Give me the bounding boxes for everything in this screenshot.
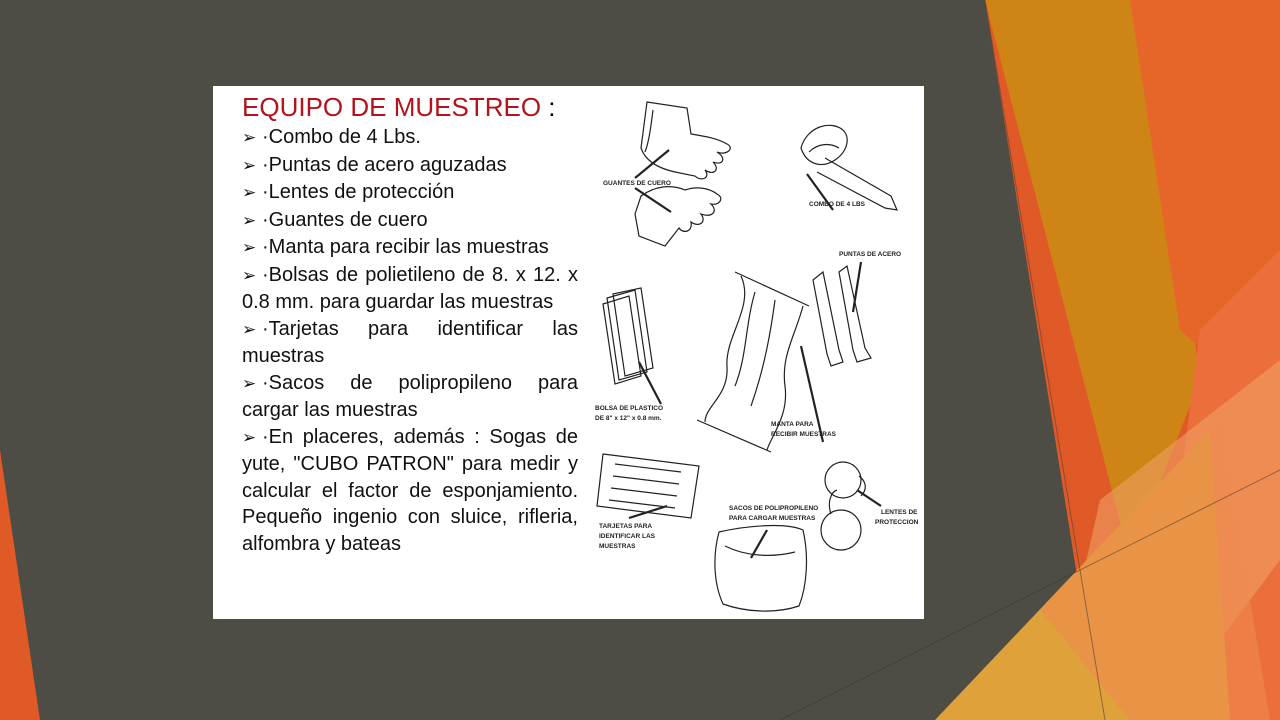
- list-item-text: ·Lentes de protección: [262, 181, 455, 203]
- hammer-icon: [801, 125, 897, 210]
- list-item: [242, 370, 578, 424]
- arrow-bullet-icon: ➢: [242, 210, 257, 230]
- list-item: [242, 124, 578, 152]
- goggles-icon: [821, 462, 865, 550]
- list-item-text: ·Sacos de polipropileno para cargar las muestras: [242, 371, 578, 421]
- list-item: [242, 179, 578, 207]
- leather-gloves-icon: [635, 102, 730, 246]
- arrow-bullet-icon: ➢: [242, 238, 257, 257]
- label-sacos-1: SACOS DE POLIPROPILENO: [729, 505, 819, 512]
- list-item: [242, 316, 578, 370]
- id-cards-icon: [597, 454, 699, 518]
- label-combo: COMBO DE 4 LBS: [809, 201, 865, 208]
- text-column: [242, 92, 578, 557]
- list-item: [242, 262, 578, 316]
- label-tarjetas-3: MUESTRAS: [599, 543, 636, 550]
- steel-points-icon: [813, 266, 871, 366]
- arrow-bullet-icon: ➢: [242, 373, 257, 393]
- label-puntas: PUNTAS DE ACERO: [839, 251, 902, 258]
- label-guantes: GUANTES DE CUERO: [603, 180, 671, 187]
- plastic-bag-icon: [603, 288, 653, 384]
- list-item-text: ·Combo de 4 Lbs.: [262, 126, 421, 148]
- list-item-text: ·Guantes de cuero: [262, 208, 428, 231]
- title-text: EQUIPO DE MUESTREO: [242, 92, 542, 122]
- content-card: [213, 86, 924, 619]
- title-suffix: :: [541, 92, 556, 122]
- list-item: [242, 424, 578, 558]
- list-item: [242, 152, 578, 180]
- arrow-bullet-icon: ➢: [242, 128, 257, 147]
- arrow-bullet-icon: ➢: [242, 265, 257, 285]
- label-manta-1: MANTA PARA: [771, 421, 814, 428]
- label-sacos-2: PARA CARGAR MUESTRAS: [729, 515, 816, 522]
- sacks-icon: [715, 526, 807, 612]
- pointer-arrows: [629, 150, 881, 558]
- orange-facet-left: [0, 450, 40, 720]
- label-bolsa-2: DE 8" x 12" x 0.8 mm.: [595, 415, 662, 422]
- list-item-text: ·Tarjetas para identificar las muestras: [242, 317, 578, 367]
- list-item: [242, 207, 578, 235]
- label-tarjetas-1: TARJETAS PARA: [599, 523, 653, 530]
- label-tarjetas-2: IDENTIFICAR LAS: [599, 533, 655, 540]
- list-item: [242, 234, 578, 262]
- arrow-bullet-icon: ➢: [242, 183, 257, 202]
- label-lentes-1: LENTES DE: [881, 509, 918, 516]
- sampling-equipment-illustration: [595, 86, 924, 619]
- list-item-text: ·En placeres, además : Sogas de yute, "CUBO PATRON" para medir y calcular el factor de esponjamiento. Pequeño ingenio con sluice, rifleria, alfombra y bateas: [242, 425, 578, 555]
- arrow-bullet-icon: ➢: [242, 319, 257, 339]
- list-item-text: ·Puntas de acero aguzadas: [262, 153, 507, 176]
- list-item-text: ·Manta para recibir las muestras: [262, 236, 549, 258]
- arrow-bullet-icon: ➢: [242, 155, 257, 175]
- label-bolsa-1: BOLSA DE PLASTICO: [595, 405, 664, 412]
- arrow-bullet-icon: ➢: [242, 427, 257, 447]
- label-lentes-2: PROTECCION: [875, 519, 919, 526]
- slide-title: [242, 92, 578, 122]
- label-manta-2: RECIBIR MUESTRAS: [771, 431, 837, 438]
- list-item-text: ·Bolsas de polietileno de 8. x 12. x 0.8 mm. para guardar las muestras: [242, 263, 578, 313]
